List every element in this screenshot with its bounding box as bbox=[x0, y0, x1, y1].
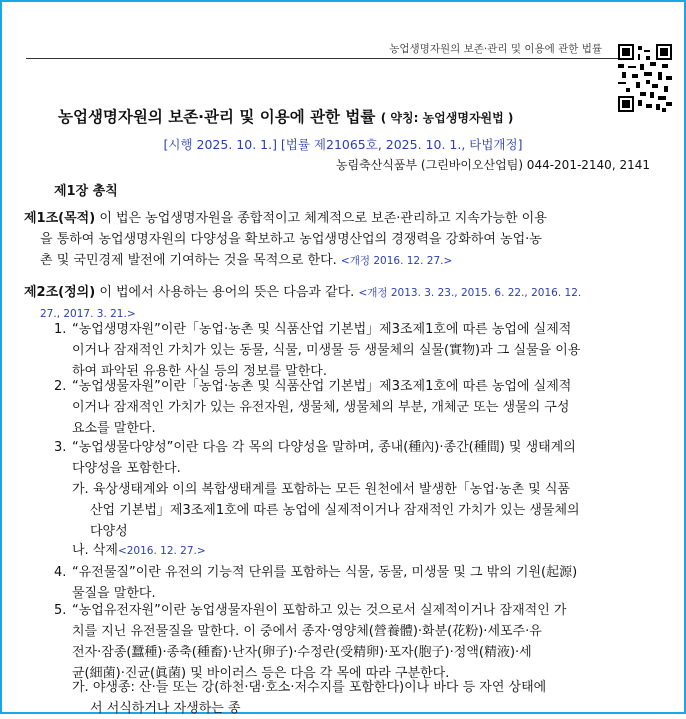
item-number: 4. bbox=[54, 565, 67, 580]
law-title-text: 농업생명자원의 보존·관리 및 이용에 관한 법률 bbox=[58, 108, 376, 126]
article-1-line1: 이 법은 농업생명자원을 종합적이고 체계적으로 보존·관리하고 지속가능한 이용 bbox=[99, 211, 547, 226]
item-5 bbox=[54, 600, 666, 684]
item-number: 5. bbox=[54, 603, 67, 618]
item-5-sub-ga-line2: 서 서식하거나 자생하는 종 bbox=[90, 701, 241, 716]
header-rule bbox=[26, 58, 626, 59]
item-3-sub-na-text: 나. 삭제 bbox=[72, 543, 118, 558]
item-5-sub-ga bbox=[72, 677, 666, 719]
article-2-amendment-cont[interactable]: 27., 2017. 3. 21.> bbox=[40, 308, 136, 320]
chapter-heading: 제1장 총칙 bbox=[54, 184, 118, 199]
ministry-contact: 농림축산식품부 (그린바이오산업팀) 044-201-2140, 2141 bbox=[335, 158, 650, 172]
item-5-line2: 치를 지닌 유전물질을 말한다. 이 중에서 종자·영양체(營養體)·화분(花粉)·세포주·유 bbox=[72, 624, 542, 639]
item-3-sub-ga-line3: 다양성 bbox=[90, 524, 128, 539]
item-3-line2: 다양성을 포함한다. bbox=[72, 461, 181, 476]
item-2-line1: “농업생물자원”이란「농업·농촌 및 식품산업 기본법」제3조제1호에 따른 농업에 실제적 bbox=[72, 379, 572, 394]
item-5-sub-ga-line1: 가. 야생종: 산·들 또는 강(하천·댐·호소·저수지를 포함한다)이나 바다 등 자연 상태에 bbox=[72, 680, 547, 695]
article-1-line2: 을 통하여 농업생명자원의 다양성을 확보하고 농업생명산업의 경쟁력을 강화하여 농업·농 bbox=[40, 232, 542, 247]
article-2-amendment[interactable]: <개정 2013. 3. 23., 2015. 6. 22., 2016. 12. bbox=[358, 287, 582, 299]
item-5-line3: 전자·잠종(蠶種)·종축(種畜)·난자(卵子)·수정란(受精卵)·포자(胞子)·정액(精液)·세 bbox=[72, 645, 532, 660]
item-3-line1: “농업생물다양성”이란 다음 각 목의 다양성을 말하며, 종내(種內)·종간(種間) 및 생태계의 bbox=[72, 440, 576, 455]
item-5-line1: “농업유전자원”이란 농업생물자원이 포함하고 있는 것으로서 실제적이거나 잠재적인 가 bbox=[72, 603, 567, 618]
item-4 bbox=[54, 562, 666, 604]
item-3-sub-na-amendment[interactable]: <2016. 12. 27.> bbox=[117, 545, 206, 557]
item-2 bbox=[54, 376, 666, 439]
item-1-line3: 하여 파악된 유용한 사실 등의 정보를 말한다. bbox=[72, 364, 327, 379]
law-abbreviation: ( 약칭: 농업생명자원법 ) bbox=[380, 111, 514, 125]
item-3-sub-ga-line2: 산업 기본법」제3조제1호에 따른 농업에 실제적이거나 잠재적인 가치가 있는 생물체의 bbox=[90, 503, 580, 518]
item-1-line2: 이거나 잠재적인 가치가 있는 동물, 식물, 미생물 등 생물체의 실물(實物)과 그 실물을 이용 bbox=[72, 343, 581, 358]
item-3 bbox=[54, 437, 666, 479]
item-5-line4: 균(細菌)·진균(眞菌) 및 바이러스 등은 다음 각 목에 따라 구분한다. bbox=[72, 666, 450, 681]
running-header: 농업생명자원의 보존·관리 및 이용에 관한 법률 bbox=[389, 43, 602, 55]
item-number: 1. bbox=[54, 322, 67, 337]
item-3-sub-ga bbox=[72, 479, 666, 542]
article-1-line3: 촌 및 국민경제 발전에 기여하는 것을 목적으로 한다. bbox=[40, 253, 337, 268]
item-2-line3: 요소를 말한다. bbox=[72, 421, 156, 436]
item-2-line2: 이거나 잠재적인 가치가 있는 유전자원, 생물체, 생물체의 부분, 개체군 또는 생물의 구성 bbox=[72, 400, 570, 415]
article-1-heading: 제1조(목적) bbox=[24, 211, 96, 226]
item-1-line1: “농업생명자원”이란「농업·농촌 및 식품산업 기본법」제3조제1호에 따른 농업에 실제적 bbox=[72, 322, 572, 337]
article-2-heading: 제2조(정의) bbox=[24, 285, 96, 300]
item-number: 3. bbox=[54, 440, 67, 455]
qr-code-icon bbox=[618, 44, 672, 112]
article-1-amendment[interactable]: <개정 2016. 12. 27.> bbox=[340, 255, 453, 267]
item-number: 2. bbox=[54, 379, 67, 394]
item-4-line2: 물질을 말한다. bbox=[72, 586, 156, 601]
article-1 bbox=[24, 208, 648, 272]
law-title bbox=[58, 105, 513, 127]
item-4-line1: “유전물질”이란 유전의 기능적 단위를 포함하는 식물, 동물, 미생물 및 그 밖의 기원(起源) bbox=[72, 565, 578, 580]
item-3-sub-ga-line1: 가. 육상생태계와 이의 복합생태계를 포함하는 모든 원천에서 발생한「농업·농촌 및 식품 bbox=[72, 482, 570, 497]
item-3-sub-na bbox=[72, 540, 206, 562]
enforcement-info[interactable]: [시행 2025. 10. 1.] [법률 제21065호, 2025. 10. 1., 타법개정] bbox=[163, 137, 523, 152]
article-2-text: 이 법에서 사용하는 용어의 뜻은 다음과 같다. bbox=[99, 285, 355, 300]
item-1 bbox=[54, 319, 666, 382]
